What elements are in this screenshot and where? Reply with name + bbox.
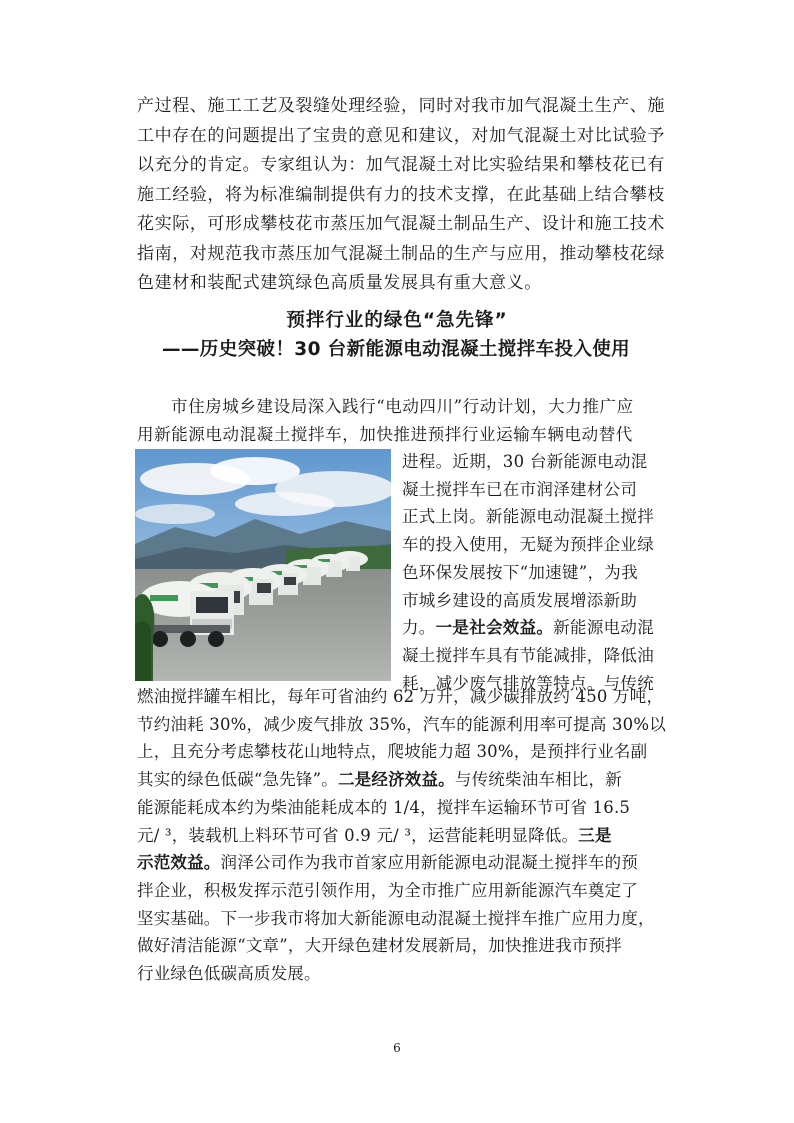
line-text: 节约油耗 30%，减少废气排放 35%，汽车的能源利用率可提高 30%以 <box>137 714 666 734</box>
line-text: 润泽公司作为我市首家应用新能源电动混凝土搅拌车的预 <box>220 853 638 873</box>
line-text: 行业绿色低碳高质发展。 <box>137 964 321 984</box>
line-text: 其实的绿色低碳“急先锋”。 <box>137 770 338 790</box>
line-text: 能源能耗成本约为柴油能耗成本的 1/4，搅拌车运输环节可省 16.5 <box>137 797 631 817</box>
line-text: 做好清洁能源“文章”，大开绿色建材发展新局，加快推进我市预拌 <box>137 936 622 956</box>
emphasis-text: 一是社会效益。 <box>435 618 554 638</box>
line-text: 色环保发展按下“加速键”，为我 <box>402 562 638 582</box>
text-line <box>402 559 672 587</box>
text-line: 色建材和装配式建筑绿色高质量发展具有重大意义。 <box>137 273 542 293</box>
text-line <box>137 683 687 711</box>
line-text: 新能源电动混 <box>553 618 655 638</box>
text-line <box>402 531 672 559</box>
text-line: 用新能源电动混凝土搅拌车，加快推进预拌行业运输车辆电动替代 <box>137 424 633 444</box>
text-line <box>137 711 687 739</box>
line-text: 凝土搅拌车已在市润泽建材公司 <box>402 479 638 499</box>
text-line <box>402 642 672 670</box>
article-title: 预拌行业的绿色“急先锋” <box>286 310 508 331</box>
line-text: 上，且充分考虑攀枝花山地特点，爬坡能力超 30%，是预拌行业名副 <box>137 742 648 762</box>
article-subtitle: ——历史突破！30 台新能源电动混凝土搅拌车投入使用 <box>162 339 631 360</box>
emphasis-text: 二是经济效益。 <box>337 770 455 790</box>
text-line <box>402 476 672 504</box>
text-line <box>137 849 687 877</box>
article-lead <box>137 393 667 448</box>
wrapped-column <box>402 448 672 697</box>
text-line: 花实际，可形成攀枝花市蒸压加气混凝土制品生产、设计和施工技术 <box>137 214 665 234</box>
emphasis-text: 示范效益。 <box>137 853 221 873</box>
line-text: 车的投入使用，无疑为预拌企业绿 <box>402 535 654 555</box>
text-line: 指南，对规范我市蒸压加气混凝土制品的生产与应用，推动攀枝花绿 <box>137 243 665 264</box>
line-text: 元/ ³，装载机上料环节可省 0.9 元/ ³，运营能耗明显降低。 <box>137 825 579 845</box>
line-text: 燃油搅拌罐车相比，每年可省油约 62 万升，减少碳排放约 450 万吨， <box>137 687 664 706</box>
text-line <box>137 932 687 960</box>
photo-illustration <box>135 449 391 681</box>
line-text: 市城乡建设的高质发展增添新助 <box>402 590 638 610</box>
text-line <box>402 614 672 642</box>
line-text: 凝土搅拌车具有节能减排，降低油 <box>402 645 654 665</box>
line-text: 正式上岗。新能源电动混凝土搅拌 <box>402 507 654 527</box>
text-line: 市住房城乡建设局深入践行“电动四川”行动计划，大力推广应 <box>171 397 634 416</box>
emphasis-text: 三是 <box>578 825 612 845</box>
text-line: 工中存在的问题提出了宝贵的意见和建议，对加气混凝土对比试验予 <box>137 125 665 146</box>
mixer-trucks-photo <box>135 449 391 681</box>
text-line <box>402 587 672 615</box>
line-text: 与传统柴油车相比，新 <box>454 770 622 790</box>
intro-paragraph <box>137 92 665 299</box>
text-line <box>137 877 687 905</box>
line-text: 进程。近期，30 台新能源电动混 <box>402 452 648 471</box>
text-line <box>137 905 687 933</box>
text-line: 施工经验，将为标准编制提供有力的技术支撑，在此基础上结合攀枝 <box>137 184 665 205</box>
line-text: 拌企业，积极发挥示范引领作用，为全市推广应用新能源汽车奠定了 <box>137 880 638 900</box>
article-body <box>137 683 687 988</box>
text-line <box>137 738 687 766</box>
text-line <box>137 794 687 822</box>
text-line <box>137 960 687 988</box>
text-line: 产过程、施工工艺及裂缝处理经验，同时对我市加气混凝土生产、施 <box>137 96 665 116</box>
line-text: 力。 <box>402 618 436 638</box>
page-number: 6 <box>393 1041 401 1055</box>
text-line <box>402 448 672 476</box>
text-line <box>137 822 687 850</box>
line-text: 坚实基础。下一步我市将加大新能源电动混凝土搅拌车推广应用力度， <box>137 908 655 928</box>
text-line: 以充分的肯定。专家组认为：加气混凝土对比实验结果和攀枝花已有 <box>137 155 665 175</box>
text-line <box>137 766 687 794</box>
line-text: 耗，减少废气排放等特点。与传统 <box>402 673 654 693</box>
text-line <box>402 503 672 531</box>
